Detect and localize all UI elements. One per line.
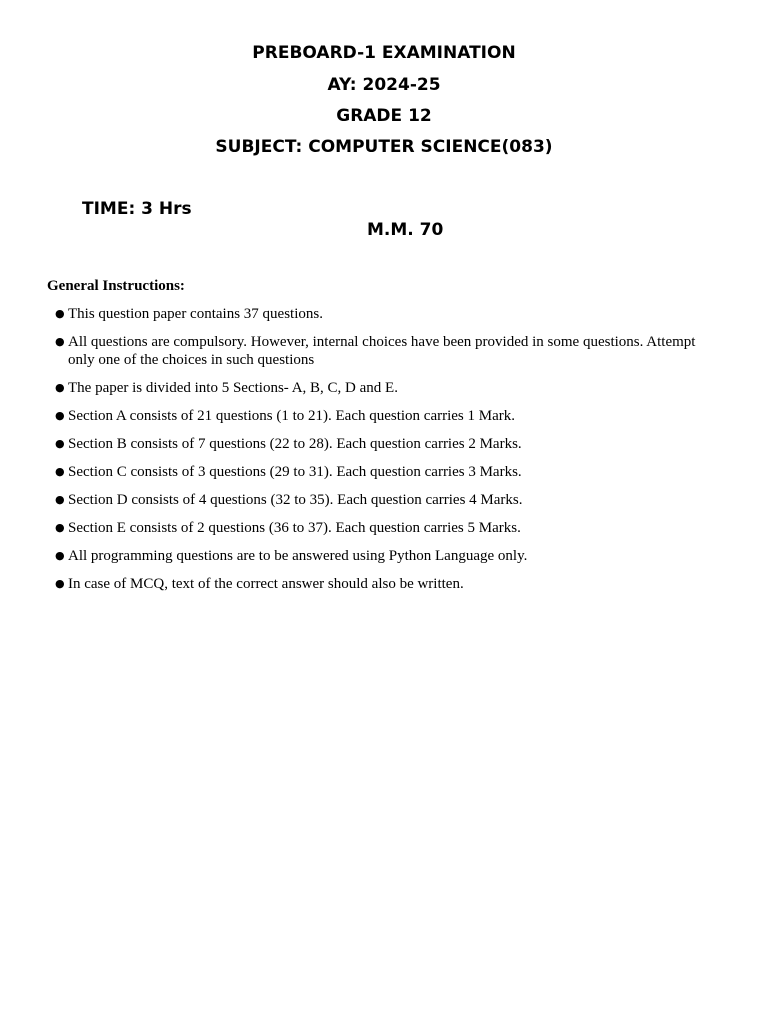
list-item xyxy=(55,463,725,481)
instruction-text: This question paper contains 37 questions. xyxy=(68,306,323,322)
maximum-marks: M.M. 70 xyxy=(367,220,444,240)
list-item xyxy=(55,435,725,453)
list-item xyxy=(55,575,725,593)
bullet-icon: ● xyxy=(55,437,65,450)
list-item xyxy=(55,333,725,369)
instruction-text: All programming questions are to be answered using Python Language only. xyxy=(68,548,528,564)
instruction-text: Section C consists of 3 questions (29 to 31). Each question carries 3 Marks. xyxy=(68,464,522,480)
instruction-text: Section D consists of 4 questions (32 to 35). Each question carries 4 Marks. xyxy=(68,492,523,508)
time-allowed: TIME: 3 Hrs xyxy=(82,199,192,219)
bullet-icon: ● xyxy=(55,549,65,562)
subject: SUBJECT: COMPUTER SCIENCE(083) xyxy=(215,137,553,157)
bullet-icon: ● xyxy=(55,465,65,478)
exam-title: PREBOARD-1 EXAMINATION xyxy=(252,43,516,63)
list-item xyxy=(55,519,725,537)
bullet-icon: ● xyxy=(55,335,65,348)
list-item xyxy=(55,407,725,425)
bullet-icon: ● xyxy=(55,577,65,590)
bullet-icon: ● xyxy=(55,521,65,534)
academic-year: AY: 2024-25 xyxy=(327,75,441,95)
instruction-text: Section B consists of 7 questions (22 to 28). Each question carries 2 Marks. xyxy=(68,436,522,452)
instruction-text: Section E consists of 2 questions (36 to 37). Each question carries 5 Marks. xyxy=(68,520,521,536)
bullet-icon: ● xyxy=(55,307,65,320)
list-item xyxy=(55,305,725,323)
list-item xyxy=(55,491,725,509)
instruction-text: In case of MCQ, text of the correct answer should also be written. xyxy=(68,576,464,592)
bullet-icon: ● xyxy=(55,381,65,394)
instruction-text: Section A consists of 21 questions (1 to 21). Each question carries 1 Mark. xyxy=(68,408,516,424)
bullet-icon: ● xyxy=(55,493,65,506)
instruction-text: All questions are compulsory. However, internal choices have been provided in some questions. Attempt only one of the choices in such questions xyxy=(68,334,696,368)
instruction-text: The paper is divided into 5 Sections- A, B, C, D and E. xyxy=(68,380,398,396)
list-item xyxy=(55,547,725,565)
grade: GRADE 12 xyxy=(336,106,432,126)
list-item xyxy=(55,379,725,397)
instructions-list xyxy=(55,305,725,603)
general-instructions-heading: General Instructions: xyxy=(47,278,185,294)
bullet-icon: ● xyxy=(55,409,65,422)
